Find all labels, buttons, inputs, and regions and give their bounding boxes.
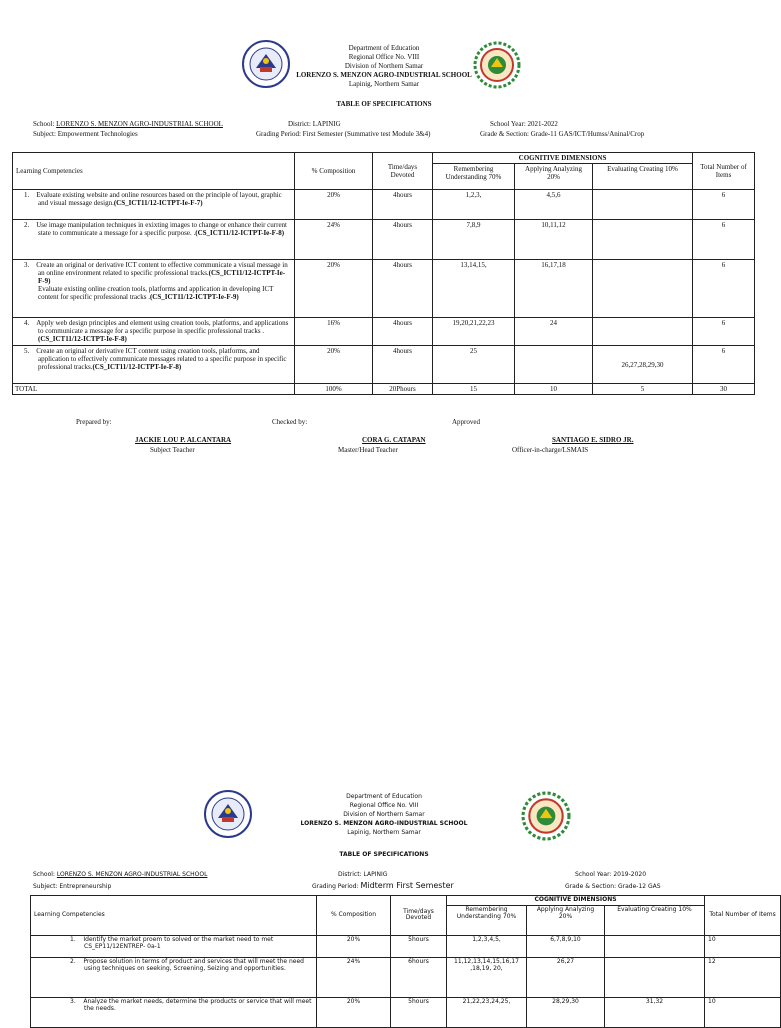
total-cell: 12 (705, 957, 781, 997)
specifications-table (30, 895, 781, 1028)
school-value: LORENZO S. MENZON AGRO-INDUSTRIAL SCHOOL (56, 120, 223, 128)
header-school: LORENZO S. MENZON AGRO-INDUSTRIAL SCHOOL (296, 71, 472, 79)
header-region: Regional Office No. VIII (348, 53, 420, 61)
total-cell: 10 (705, 997, 781, 1027)
total-cell: 6 (693, 220, 755, 260)
composition-cell: 24% (295, 220, 373, 260)
evaluating-cell (593, 220, 693, 260)
approved-label: Approved (452, 418, 480, 426)
competency-text: 3. Analyze the market needs, determine the products or service that will meet the needs. (70, 997, 312, 1012)
applying-cell: 24 (515, 318, 593, 346)
competency-text: 3. Create an original or derivative ICT content to effective communicate a visual message in an online environment related to specific professional tracks.(CS_ICT11/12-ICTPT-Ie-F-9) (24, 261, 288, 286)
header-town: Lapinig, Northern Samar (347, 829, 421, 836)
evaluating-cell (593, 318, 693, 346)
remembering-cell: 13,14,15, (433, 260, 515, 318)
total-cell: 6 (693, 190, 755, 220)
total-time: 20Phours (373, 384, 433, 395)
grading-period: Grading Period: First Semester (Summative test Module 3&4) (256, 130, 431, 138)
competency-text: 5. Create an original or derivative ICT content using creation tools, platforms, and application to effectively communicate messages related to a specific purpose in specific professional tracks.(CS_ICT11/12-ICTPT-Ie-F-8) (24, 347, 287, 372)
time-cell: 4hours (373, 190, 433, 220)
grading-label: Grading Period: (312, 883, 359, 890)
remembering-cell: 1,2,3,4,5, (447, 935, 527, 957)
remembering-cell: 21,22,23,24,25, (447, 997, 527, 1027)
competency-text: 2. Use image manipulation techniques in exixting images to change or enhance their current state to communicate a message for a specific purpose. .(CS_ICT11/12-ICTPT-Ie-F-8) (24, 221, 287, 238)
remembering-cell: 11,12,13,14,15,16,17 ,18,19, 20, (447, 957, 527, 997)
page-title: TABLE OF SPECIFICATIONS (339, 851, 429, 858)
approved-role: Officer-in-charge/LSMAIS (512, 446, 589, 454)
composition-cell: 20% (317, 935, 391, 957)
time-cell: 5hours (391, 997, 447, 1027)
col-header-remembering: Remembering Understanding 70% (447, 905, 527, 935)
table-row (13, 318, 755, 346)
total-cell: 6 (693, 260, 755, 318)
checked-name: CORA G. CATAPAN (362, 436, 426, 444)
total-cell: 6 (693, 318, 755, 346)
time-cell: 4hours (373, 220, 433, 260)
evaluating-cell (605, 957, 705, 997)
competency-text: 1. Evaluate existing website and online resources based on the principle of layout, graphic and visual message design.(CS_ICT11/12-ICTPT-Ie-F-7) (24, 191, 282, 208)
composition-cell: 20% (317, 997, 391, 1027)
evaluating-cell (605, 935, 705, 957)
composition-cell: 24% (317, 957, 391, 997)
total-composition: 100% (295, 384, 373, 395)
col-header-total-items: Total Number of Items (693, 153, 755, 190)
table-row (31, 997, 781, 1027)
subject: Subject: Empowerment Technologies (33, 130, 138, 138)
time-cell: 5hours (391, 935, 447, 957)
table-row (13, 220, 755, 260)
applying-cell: 10,11,12 (515, 220, 593, 260)
total-applying: 10 (515, 384, 593, 395)
col-header-evaluating: Evaluating Creating 10% (605, 905, 705, 935)
applying-cell: 16,17,18 (515, 260, 593, 318)
remembering-cell: 1,2,3, (433, 190, 515, 220)
col-header-time: Time/days Devoted (373, 153, 433, 190)
remembering-cell: 7,8,9 (433, 220, 515, 260)
total-cell: 6 (693, 346, 755, 384)
total-evaluating: 5 (593, 384, 693, 395)
header-division: Division of Northern Samar (344, 62, 424, 70)
col-header-cognitive: COGNITIVE DIMENSIONS (447, 896, 705, 906)
time-cell: 4hours (373, 318, 433, 346)
competency-text: 4. Apply web design principles and element using creation tools, platforms, and applications to communicate a message for a specific purpose in specific professional tracks .(CS_ICT11/12-ICTPT-Ie-F-8) (24, 319, 289, 344)
prepared-role: Subject Teacher (150, 446, 195, 454)
col-header-competencies: Learning Competencies (13, 153, 295, 190)
col-header-total-items: Total Number of Items (705, 896, 781, 936)
applying-cell: 28,29,30 (527, 997, 605, 1027)
approved-name: SANTIAGO E. SIDRO JR. (552, 436, 634, 444)
evaluating-cell: 31,32 (605, 997, 705, 1027)
competency-text: 2. Propose solution in terms of product and services that will meet the need using techniques on seeking, Screening, Seizing and opportunities. (70, 957, 304, 972)
header-dept: Department of Education (348, 44, 420, 52)
district: District: LAPINIG (338, 871, 388, 878)
time-cell: 4hours (373, 346, 433, 384)
checked-label: Checked by: (272, 418, 308, 426)
school-label: School: (33, 871, 55, 878)
header-division: Division of Northern Samar (343, 811, 425, 818)
grading-value: Midterm First Semester (360, 881, 454, 890)
subject: Subject: Entrepreneurship (33, 883, 112, 890)
table-row (31, 957, 781, 997)
col-header-remembering: Remembering Understanding 70% (433, 164, 515, 190)
header-school: LORENZO S. MENZON AGRO-INDUSTRIAL SCHOOL (300, 820, 468, 827)
col-header-composition: % Composition (317, 896, 391, 936)
col-header-time: Time/days Devoted (391, 896, 447, 936)
total-row (13, 384, 755, 395)
header-town: Lapinig, Northern Samar (348, 80, 420, 88)
prepared-name: JACKIE LOU P. ALCANTARA (135, 436, 232, 444)
competency-text: 1. Identify the market proem to solved or the market need to met CS_EP11/12ENTREP- 0a-1 (70, 935, 274, 950)
applying-cell: 6,7,8,9,10 (527, 935, 605, 957)
col-header-applying: Applying Analyzing 20% (515, 164, 593, 190)
col-header-cognitive: COGNITIVE DIMENSIONS (433, 153, 693, 164)
table-row (13, 190, 755, 220)
col-header-composition: % Composition (295, 153, 373, 190)
composition-cell: 16% (295, 318, 373, 346)
page-title: TABLE OF SPECIFICATIONS (336, 100, 432, 108)
col-header-evaluating: Evaluating Creating 10% (593, 164, 693, 190)
school-label: School: (33, 120, 55, 128)
table-row (13, 346, 755, 384)
checked-role: Master/Head Teacher (338, 446, 398, 454)
total-cell: 10 (705, 935, 781, 957)
header-dept: Department of Education (346, 793, 422, 800)
col-header-applying: Applying Analyzing 20% (527, 905, 605, 935)
school-value: LORENZO S. MENZON AGRO-INDUSTRIAL SCHOOL (56, 871, 208, 878)
grade-section: Grade & Section: Grade-11 GAS/ICT/Humss/Aninal/Crop (480, 130, 645, 138)
col-header-competencies: Learning Competencies (31, 896, 317, 936)
total-remembering: 15 (433, 384, 515, 395)
remembering-cell: 25 (433, 346, 515, 384)
time-cell: 4hours (373, 260, 433, 318)
competency-text-extra: Evaluate existing online creation tools, platforms and application in developing ICT content for specific professional tracks .(CS_ICT11/12-ICTPT-Ie-F-9) (38, 285, 274, 302)
evaluating-cell (593, 260, 693, 318)
remembering-cell: 19,20,21,22,23 (433, 318, 515, 346)
evaluating-cell: 26,27,28,29,30 (593, 346, 693, 384)
total-label: TOTAL (13, 384, 295, 395)
total-items: 30 (693, 384, 755, 395)
prepared-label: Prepared by: (76, 418, 112, 426)
grade-section: Grade & Section: Grade-12 GAS (565, 883, 661, 890)
composition-cell: 20% (295, 346, 373, 384)
evaluating-cell (593, 190, 693, 220)
district: District: LAPINIG (288, 120, 341, 128)
composition-cell: 20% (295, 190, 373, 220)
time-cell: 6hours (391, 957, 447, 997)
table-row (31, 935, 781, 957)
school-year: School Year: 2021-2022 (490, 120, 558, 128)
table-row (13, 260, 755, 318)
applying-cell: 4,5,6 (515, 190, 593, 220)
school-year: School Year: 2019-2020 (575, 871, 647, 878)
applying-cell (515, 346, 593, 384)
applying-cell: 26,27 (527, 957, 605, 997)
composition-cell: 20% (295, 260, 373, 318)
specifications-table (12, 152, 755, 395)
header-region: Regional Office No. VIII (349, 802, 419, 809)
